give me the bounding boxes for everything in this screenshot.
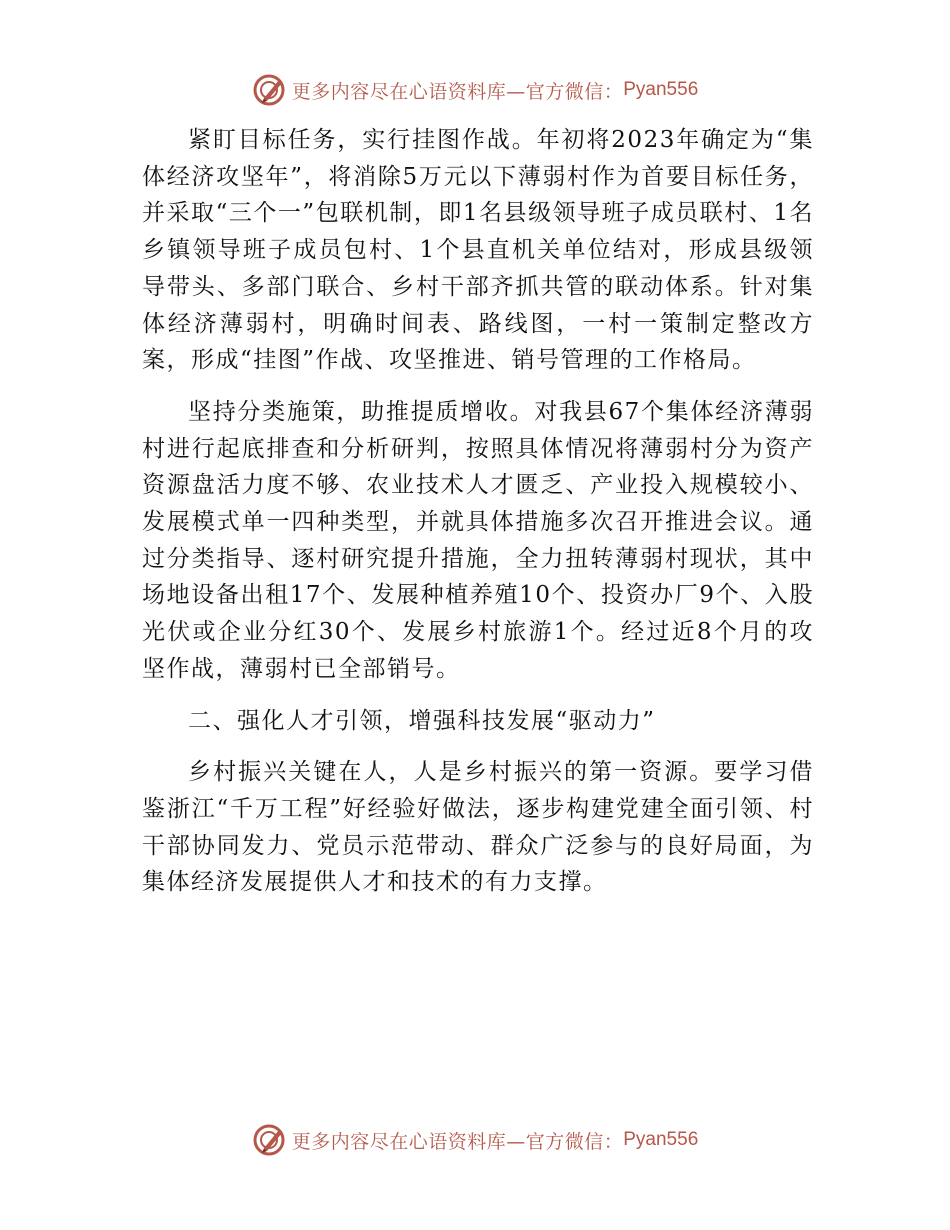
header-watermark [0,68,950,112]
section-heading-talent: 二、强化人才引领，增强科技发展“驱动力” [188,707,656,734]
paragraph-rural-revitalization: 乡村振兴关键在人，人是乡村振兴的第一资源。要学习借鉴浙江“千万工程”好经验好做法，逐步构建党建全面引领、村干部协同发力、党员示范带动、群众广泛参与的良好局面，为集体经济发展提供人才和技术的有力支撑。 [142,759,814,896]
seal-logo-icon [252,1122,288,1158]
seal-logo-icon [252,72,288,108]
paragraph-classified-measures: 坚持分类施策，助推提质增收。对我县67个集体经济薄弱村进行起底排查和分析研判，按照具体情况将薄弱村分为资产资源盘活力度不够、农业技术人才匮乏、产业投入规模较小、发展模式单一四种类型，并就具体措施多次召开推进会议。通过分类指导、逐村研究提升措施，全力扭转薄弱村现状，其中场地设备出租17个、发展种植养殖10个、投资办厂9个、入股光伏或企业分红30个、发展乡村旅游1个。经过近8个月的攻坚作战，薄弱村已全部销号。 [142,398,814,682]
footer-watermark-text: 更多内容尽在心语资料库—官方微信： [291,1130,624,1153]
footer-watermark-id: Pyan556 [623,1129,699,1150]
footer-watermark [0,1118,950,1162]
header-watermark-text: 更多内容尽在心语资料库—官方微信： [291,80,624,103]
document-body [142,122,814,901]
paragraph-target-tasks: 紧盯目标任务，实行挂图作战。年初将2023年确定为“集体经济攻坚年”，将消除5万元以下薄弱村作为首要目标任务，并采取“三个一”包联机制，即1名县级领导班子成员联村、1名乡镇领导班子成员包村、1个县直机关单位结对，形成县级领导带头、多部门联合、乡村干部齐抓共管的联动体系。针对集体经济薄弱村，明确时间表、路线图，一村一策制定整改方案，形成“挂图”作战、攻坚推进、销号管理的工作格局。 [142,127,814,374]
header-watermark-id: Pyan556 [623,79,699,100]
